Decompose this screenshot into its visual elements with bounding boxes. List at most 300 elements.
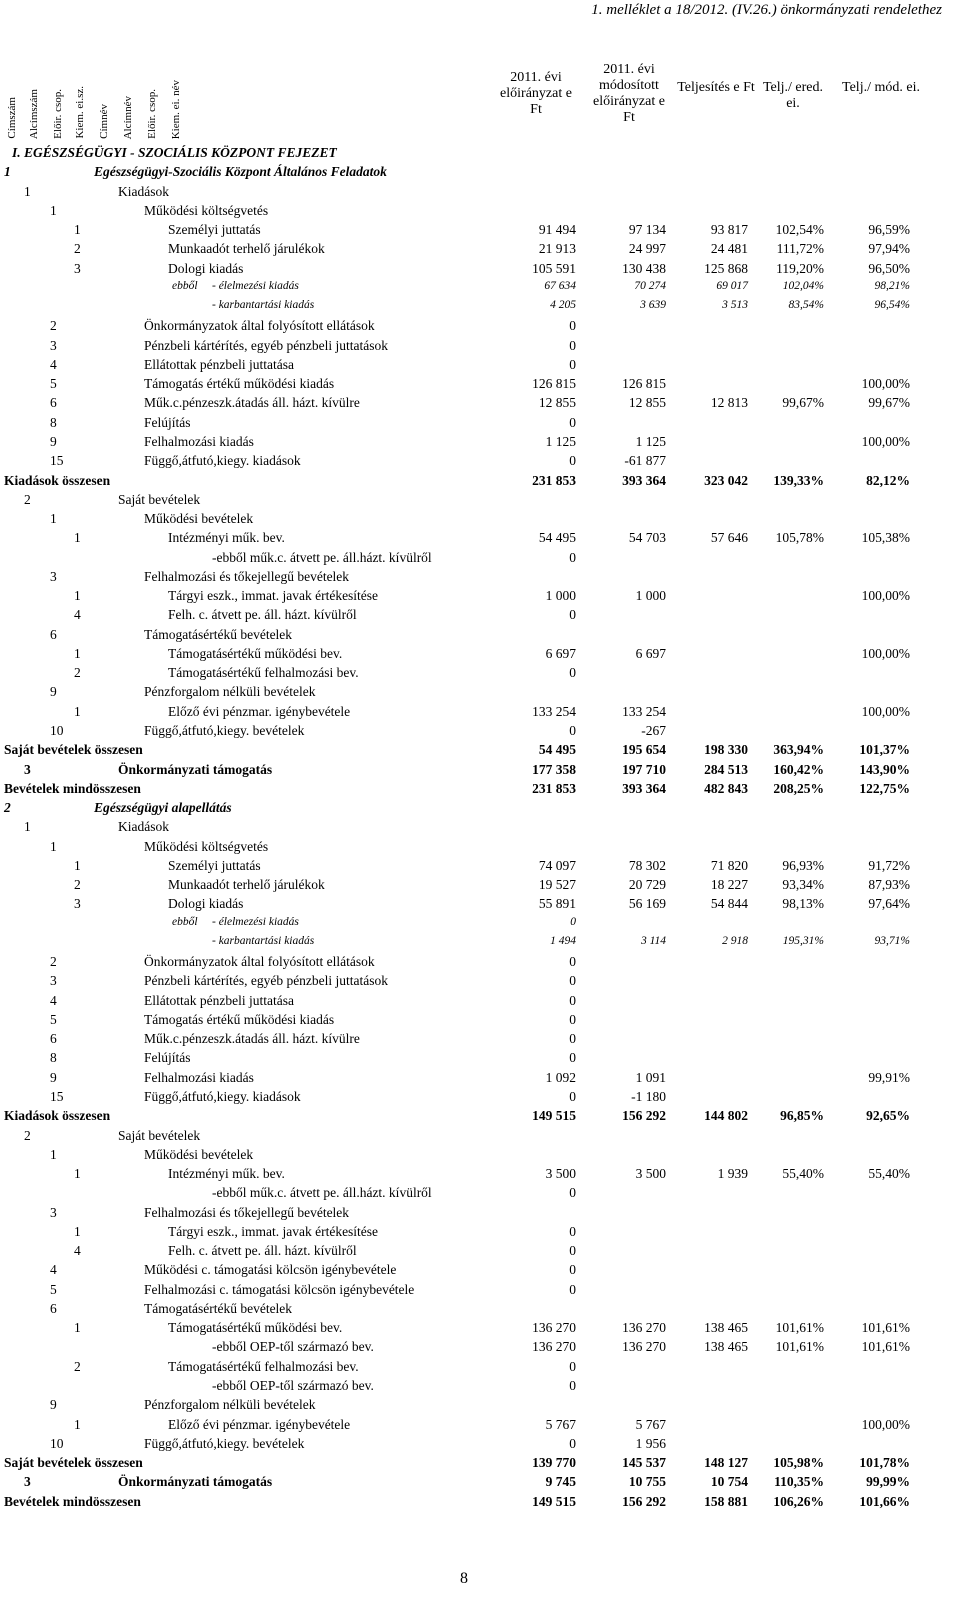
row-value-col4: 96,85%: [780, 1108, 824, 1124]
row-value-col5: 96,59%: [868, 222, 910, 238]
row-label: Saját bevételek: [118, 491, 201, 507]
table-row: [4, 221, 934, 240]
table-row: [4, 722, 934, 741]
table-row: [4, 433, 934, 452]
row-code: 1: [50, 202, 57, 218]
row-label: Támogatásértékű felhalmozási bev.: [168, 1358, 359, 1374]
row-value-col5: 98,21%: [874, 279, 910, 292]
row-code: 3: [50, 337, 57, 353]
row-value-col2: 156 292: [622, 1108, 666, 1124]
header-teljesites: Teljesítés e Ft: [677, 80, 755, 95]
row-label: Működési bevételek: [144, 511, 254, 527]
row-value-col4: 93,34%: [782, 877, 824, 893]
row-code: 10: [50, 722, 64, 738]
row-value-col4: 195,31%: [782, 934, 824, 947]
row-label: Önkormányzatok által folyósított ellátások: [144, 954, 375, 970]
table-row: [4, 838, 934, 857]
vheader-eloir-csop: Előir. csop.: [52, 89, 64, 139]
row-value-col2: 10 755: [628, 1474, 666, 1490]
row-label: Működési bevételek: [144, 1146, 254, 1162]
table-row: [4, 1435, 934, 1454]
row-value-col1: 9 745: [545, 1474, 576, 1490]
table-row: [4, 1088, 934, 1107]
row-value-col2: 20 729: [628, 877, 666, 893]
row-label: Támogatásértékű bevételek: [144, 1300, 293, 1316]
vheader-eloir-csop-nev: Előir. csop.: [146, 89, 158, 139]
table-row: [4, 1377, 934, 1396]
row-value-col1: 0: [569, 1243, 576, 1259]
row-code: 2: [74, 877, 81, 893]
row-code: 4: [50, 356, 57, 372]
row-value-col4: 98,13%: [782, 896, 824, 912]
table-row: [4, 568, 934, 587]
row-label: - karbantartási kiadás: [212, 934, 315, 947]
table-row: [4, 183, 934, 202]
table-row: [4, 895, 934, 914]
row-value-col5: 96,54%: [874, 299, 910, 312]
row-value-col1: 0: [570, 915, 576, 928]
table-row: [4, 144, 934, 163]
row-label: -ebből OEP-től származó bev.: [212, 1378, 374, 1393]
row-label: Felhalmozási és tőkejellegű bevételek: [144, 1204, 350, 1220]
row-code: 4: [74, 607, 81, 623]
row-code: 1: [50, 511, 57, 527]
row-code: 1: [74, 1416, 81, 1432]
row-value-col2: 3 114: [640, 934, 666, 947]
row-value-col4: 208,25%: [773, 780, 824, 796]
row-label: Működési c. támogatási kölcsön igénybevétele: [144, 1262, 397, 1278]
row-code: 3: [50, 568, 57, 584]
table-row: [4, 1338, 934, 1357]
row-code: 9: [50, 1069, 57, 1085]
row-code: 1: [74, 703, 81, 719]
row-value-col5: 101,37%: [859, 742, 910, 758]
row-label: Működési költségvetés: [144, 838, 269, 854]
row-value-col1: 0: [569, 1435, 576, 1451]
row-value-col3: 158 881: [704, 1493, 748, 1509]
row-code: 1: [50, 838, 57, 854]
row-value-col1: 6 697: [545, 645, 576, 661]
table-row: [4, 1242, 934, 1261]
row-code: 10: [50, 1435, 64, 1451]
table-row: [4, 202, 934, 221]
row-label: Intézményi műk. bev.: [168, 1166, 285, 1182]
row-value-col5: 87,93%: [868, 877, 910, 893]
row-value-col5: 96,50%: [868, 260, 910, 276]
table-row: [4, 260, 934, 279]
row-value-col3: 57 646: [710, 530, 748, 546]
row-value-col5: 101,61%: [861, 1339, 910, 1355]
row-label: Pénzbeli kártérítés, egyéb pénzbeli juttatások: [144, 973, 389, 989]
row-label: Munkaadót terhelő járulékok: [168, 241, 325, 257]
row-value-col1: 149 515: [532, 1108, 576, 1124]
table-row: [4, 626, 934, 645]
row-code: 3: [24, 1474, 31, 1490]
row-code: 4: [50, 992, 57, 1008]
row-label: Ellátottak pénzbeli juttatása: [144, 356, 294, 372]
document-annex-note: 1. melléklet a 18/2012. (IV.26.) önkormányzati rendelethez: [591, 2, 942, 18]
row-code: ebből: [172, 915, 198, 928]
row-value-col1: 0: [569, 722, 576, 738]
row-code: 1: [74, 222, 81, 238]
row-code: 3: [74, 896, 81, 912]
table-row: [4, 1261, 934, 1280]
row-value-col2: 78 302: [628, 857, 666, 873]
row-value-col1: 0: [569, 1011, 576, 1027]
row-code: 9: [50, 684, 57, 700]
row-value-col1: 54 495: [538, 530, 576, 546]
row-value-col2: 56 169: [628, 896, 666, 912]
row-value-col5: 100,00%: [861, 588, 910, 604]
table-row: [4, 1204, 934, 1223]
row-code: 3: [24, 761, 31, 777]
table-row: [4, 934, 934, 953]
row-value-col2: 1 956: [635, 1435, 666, 1451]
row-code: 6: [50, 626, 57, 642]
table-row: [4, 741, 934, 760]
table-row: [4, 606, 934, 625]
row-label: Dologi kiadás: [168, 896, 244, 912]
vheader-cimnev: Címnév: [98, 104, 110, 139]
row-code: 1: [74, 1223, 81, 1239]
row-code: 2: [50, 954, 57, 970]
row-value-col3: 54 844: [710, 896, 748, 912]
row-value-col2: -61 877: [624, 453, 666, 469]
row-value-col5: 143,90%: [859, 761, 910, 777]
row-label: Felhalmozási c. támogatási kölcsön igénybevétele: [144, 1281, 415, 1297]
row-label: - élelmezési kiadás: [212, 279, 299, 292]
row-label: Felhalmozási kiadás: [144, 1069, 254, 1085]
row-value-col2: 24 997: [628, 241, 666, 257]
table-row: [4, 953, 934, 972]
row-code: 1: [24, 183, 31, 199]
row-value-col3: 12 813: [710, 395, 748, 411]
row-label: Előző évi pénzmar. igénybevétele: [168, 1416, 351, 1432]
row-value-col4: 96,93%: [782, 857, 824, 873]
row-label: Saját bevételek összesen: [4, 742, 143, 758]
table-row: [4, 799, 934, 818]
row-label: - karbantartási kiadás: [212, 299, 315, 312]
row-code: 2: [74, 665, 81, 681]
row-value-col4: 83,54%: [788, 299, 824, 312]
row-value-col4: 119,20%: [776, 260, 824, 276]
table-row: [4, 375, 934, 394]
row-code: 4: [74, 1243, 81, 1259]
table-row: [4, 529, 934, 548]
row-code: 2: [24, 491, 31, 507]
table-row: [4, 279, 934, 298]
table-row: [4, 337, 934, 356]
row-value-col5: 97,64%: [868, 896, 910, 912]
row-code: 2: [50, 318, 57, 334]
column-headers: [4, 20, 934, 145]
row-value-col1: 5 767: [545, 1416, 576, 1432]
row-code: 8: [50, 1050, 57, 1066]
row-value-col4: 111,72%: [776, 241, 824, 257]
row-value-col1: 0: [569, 973, 576, 989]
table-row: [4, 664, 934, 683]
table-row: [4, 394, 934, 413]
row-value-col3: 284 513: [704, 761, 748, 777]
row-label: Saját bevételek: [118, 1127, 201, 1143]
row-value-col1: 54 495: [538, 742, 576, 758]
row-value-col4: 363,94%: [773, 742, 824, 758]
table-row: [4, 452, 934, 471]
row-label: Bevételek mindösszesen: [4, 780, 141, 796]
row-value-col3: 1 939: [717, 1166, 748, 1182]
row-value-col3: 2 918: [722, 934, 748, 947]
table-row: [4, 491, 934, 510]
row-value-col3: 138 465: [704, 1339, 748, 1355]
row-value-col1: 67 634: [544, 279, 576, 292]
table-row: [4, 1300, 934, 1319]
row-label: Kiadások: [118, 183, 169, 199]
row-value-col3: 10 754: [710, 1474, 748, 1490]
row-value-col2: 3 639: [640, 299, 666, 312]
table-row: [4, 1416, 934, 1435]
table-row: [4, 1049, 934, 1068]
row-value-col1: 0: [569, 607, 576, 623]
row-value-col5: 92,65%: [866, 1108, 910, 1124]
row-label: Támogatásértékű bevételek: [144, 626, 293, 642]
row-label: Ellátottak pénzbeli juttatása: [144, 992, 294, 1008]
row-label: Személyi juttatás: [168, 857, 261, 873]
row-value-col5: 122,75%: [859, 780, 910, 796]
row-code: 1: [4, 164, 11, 180]
row-value-col5: 101,61%: [861, 1320, 910, 1336]
row-label: Műk.c.pénzeszk.átadás áll. házt. kívülre: [144, 1031, 360, 1047]
row-value-col5: 105,38%: [861, 530, 910, 546]
table-row: [4, 1358, 934, 1377]
row-value-col2: 1 125: [635, 433, 666, 449]
table-row: [4, 1030, 934, 1049]
row-value-col2: 1 000: [635, 588, 666, 604]
row-value-col1: 0: [569, 992, 576, 1008]
row-value-col5: 100,00%: [861, 1416, 910, 1432]
table-row: [4, 317, 934, 336]
row-code: 1: [74, 857, 81, 873]
row-code: 5: [50, 1011, 57, 1027]
row-label: Pénzforgalom nélküli bevételek: [144, 1397, 316, 1413]
row-value-col5: 82,12%: [866, 472, 910, 488]
row-value-col1: 0: [569, 318, 576, 334]
row-label: Támogatás értékű működési kiadás: [144, 376, 335, 392]
row-label: -ebből OEP-től származó bev.: [212, 1339, 374, 1355]
vheader-alcimnev: Alcímnév: [122, 95, 134, 139]
row-value-col5: 99,67%: [868, 395, 910, 411]
row-value-col2: 12 855: [628, 395, 666, 411]
table-row: [4, 1107, 934, 1126]
vheader-kiem-ei-nev: Kiem. ei. név: [170, 79, 182, 139]
row-value-col1: 231 853: [532, 472, 576, 488]
row-value-col3: 24 481: [710, 241, 748, 257]
row-value-col1: 1 125: [545, 433, 576, 449]
row-label: - élelmezési kiadás: [212, 915, 299, 928]
row-value-col2: 126 815: [622, 376, 666, 392]
row-label: Függő,átfutó,kiegy. kiadások: [144, 453, 301, 469]
row-value-col4: 101,61%: [775, 1339, 824, 1355]
row-value-col1: 0: [569, 1281, 576, 1297]
table-row: [4, 780, 934, 799]
table-row: [4, 1184, 934, 1203]
row-label: Támogatásértékű működési bev.: [168, 645, 343, 661]
row-value-col1: 133 254: [532, 703, 576, 719]
row-label: I. EGÉSZSÉGÜGYI - SZOCIÁLIS KÖZPONT FEJEZET: [12, 145, 337, 160]
row-label: Saját bevételek összesen: [4, 1455, 143, 1471]
row-label: Támogatásértékű felhalmozási bev.: [168, 665, 359, 681]
row-value-col2: 145 537: [622, 1455, 666, 1471]
row-value-col1: 139 770: [532, 1455, 576, 1471]
row-label: -ebből műk.c. átvett pe. áll.házt. kívülről: [212, 1185, 432, 1201]
row-code: 15: [50, 1089, 64, 1105]
row-code: ebből: [172, 279, 198, 292]
row-value-col1: 4 205: [550, 299, 576, 312]
row-value-col1: 0: [569, 549, 576, 565]
row-value-col4: 139,33%: [773, 472, 824, 488]
row-label: Műk.c.pénzeszk.átadás áll. házt. kívülre: [144, 395, 360, 411]
row-value-col4: 160,42%: [773, 761, 824, 777]
row-code: 6: [50, 1031, 57, 1047]
row-value-col4: 110,35%: [774, 1474, 824, 1490]
row-label: Pénzbeli kártérítés, egyéb pénzbeli juttatások: [144, 337, 389, 353]
vheader-alcimszam: Alcímszám: [28, 88, 40, 139]
row-code: 8: [50, 414, 57, 430]
table-row: [4, 1069, 934, 1088]
row-value-col2: 1 091: [635, 1069, 666, 1085]
table-row: [4, 472, 934, 491]
row-value-col2: 393 364: [622, 472, 666, 488]
row-label: -ebből műk.c. átvett pe. áll.házt. kívülről: [212, 549, 432, 565]
row-value-col1: 126 815: [532, 376, 576, 392]
table-row: [4, 510, 934, 529]
row-code: 6: [50, 395, 57, 411]
row-value-col3: 93 817: [710, 222, 748, 238]
budget-table: [4, 144, 934, 1512]
row-code: 1: [24, 819, 31, 835]
row-value-col4: 102,54%: [775, 222, 824, 238]
row-code: 1: [74, 645, 81, 661]
row-value-col1: 0: [569, 1089, 576, 1105]
table-row: [4, 818, 934, 837]
row-value-col1: 0: [569, 1185, 576, 1201]
row-value-col1: 0: [569, 1358, 576, 1374]
row-value-col3: 69 017: [716, 279, 748, 292]
row-label: Függő,átfutó,kiegy. bevételek: [144, 1435, 305, 1451]
row-value-col1: 136 270: [532, 1339, 576, 1355]
table-row: [4, 1396, 934, 1415]
row-label: Támogatásértékű működési bev.: [168, 1320, 343, 1336]
vheader-cimszam: Címszám: [6, 97, 18, 139]
row-value-col3: 138 465: [704, 1320, 748, 1336]
table-row: [4, 1011, 934, 1030]
row-value-col3: 3 513: [722, 299, 748, 312]
table-row: [4, 587, 934, 606]
row-value-col5: 100,00%: [861, 703, 910, 719]
row-label: Kiadások összesen: [4, 1108, 111, 1124]
row-value-col3: 71 820: [710, 857, 748, 873]
table-row: [4, 992, 934, 1011]
table-row: [4, 876, 934, 895]
row-code: 3: [50, 1204, 57, 1220]
row-code: 1: [74, 1320, 81, 1336]
row-value-col2: -1 180: [631, 1089, 666, 1105]
row-value-col1: 0: [569, 453, 576, 469]
row-value-col5: 100,00%: [861, 645, 910, 661]
row-value-col1: 74 097: [538, 857, 576, 873]
table-row: [4, 972, 934, 991]
row-label: Személyi juttatás: [168, 222, 261, 238]
table-row: [4, 857, 934, 876]
row-value-col2: -267: [641, 722, 666, 738]
table-row: [4, 356, 934, 375]
row-label: Tárgyi eszk., immat. javak értékesítése: [168, 588, 379, 604]
row-label: Működési költségvetés: [144, 202, 269, 218]
table-row: [4, 761, 934, 780]
row-value-col1: 0: [569, 954, 576, 970]
row-value-col5: 55,40%: [868, 1166, 910, 1182]
row-value-col1: 149 515: [532, 1493, 576, 1509]
row-value-col1: 0: [569, 1031, 576, 1047]
row-code: 5: [50, 376, 57, 392]
row-value-col2: 5 767: [635, 1416, 666, 1432]
row-label: Kiadások: [118, 819, 169, 835]
row-label: Dologi kiadás: [168, 260, 244, 276]
row-code: 3: [50, 973, 57, 989]
row-value-col5: 100,00%: [861, 376, 910, 392]
table-row: [4, 703, 934, 722]
row-value-col1: 177 358: [532, 761, 576, 777]
row-label: Függő,átfutó,kiegy. kiadások: [144, 1089, 301, 1105]
row-value-col1: 0: [569, 1223, 576, 1239]
row-value-col5: 93,71%: [874, 934, 910, 947]
row-value-col5: 91,72%: [868, 857, 910, 873]
row-value-col2: 393 364: [622, 780, 666, 796]
row-value-col1: 0: [569, 356, 576, 372]
row-code: 2: [4, 800, 11, 816]
row-label: Pénzforgalom nélküli bevételek: [144, 684, 316, 700]
row-label: Egészségügyi-Szociális Központ Általános Feladatok: [94, 164, 387, 180]
row-value-col1: 0: [569, 665, 576, 681]
row-code: 4: [50, 1262, 57, 1278]
row-value-col2: 6 697: [635, 645, 666, 661]
row-code: 9: [50, 433, 57, 449]
row-label: Felh. c. átvett pe. áll. házt. kívülről: [168, 607, 357, 623]
row-value-col3: 198 330: [704, 742, 748, 758]
table-row: [4, 1454, 934, 1473]
row-value-col5: 99,99%: [866, 1474, 910, 1490]
table-row: [4, 549, 934, 568]
row-label: Támogatás értékű működési kiadás: [144, 1011, 335, 1027]
row-value-col2: 195 654: [622, 742, 666, 758]
row-value-col2: 3 500: [635, 1166, 666, 1182]
row-value-col5: 101,66%: [859, 1493, 910, 1509]
row-code: 2: [74, 1358, 81, 1374]
row-value-col2: 97 134: [628, 222, 666, 238]
page-number: 8: [460, 1570, 468, 1587]
row-value-col4: 105,78%: [775, 530, 824, 546]
row-value-col4: 55,40%: [782, 1166, 824, 1182]
row-value-col2: 197 710: [622, 761, 666, 777]
row-code: 9: [50, 1397, 57, 1413]
row-value-col1: 105 591: [532, 260, 576, 276]
row-value-col1: 0: [569, 414, 576, 430]
row-code: 1: [74, 588, 81, 604]
row-value-col3: 148 127: [704, 1455, 748, 1471]
row-value-col1: 55 891: [538, 896, 576, 912]
row-label: Előző évi pénzmar. igénybevétele: [168, 703, 351, 719]
table-row: [4, 1127, 934, 1146]
row-label: Függő,átfutó,kiegy. bevételek: [144, 722, 305, 738]
